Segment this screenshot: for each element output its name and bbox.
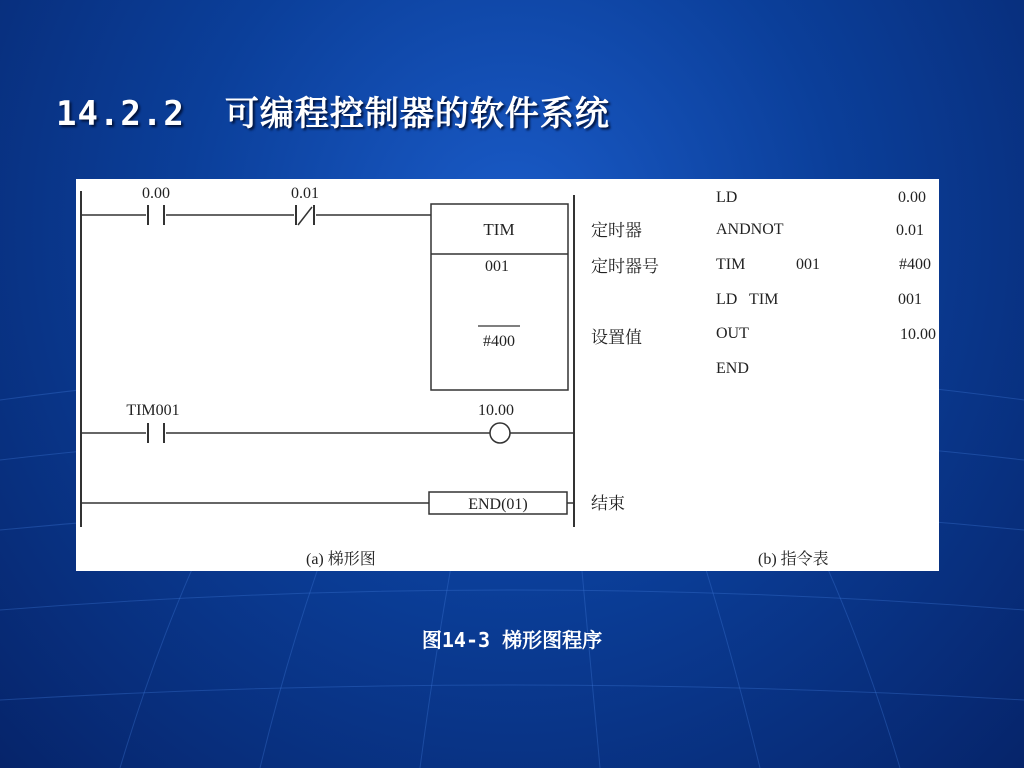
end-label: END(01) <box>468 496 528 513</box>
instruction-row <box>716 221 924 239</box>
instruction-row <box>716 189 926 206</box>
instruction-op: LD TIM <box>716 291 779 308</box>
instruction-row <box>716 325 936 343</box>
timer-number: 001 <box>485 258 509 275</box>
output-coil-10-00 <box>490 423 510 443</box>
contact-0-01-label: 0.01 <box>291 185 319 202</box>
coil-10-00-label: 10.00 <box>478 402 514 419</box>
slide-title <box>56 86 610 135</box>
instruction-op: TIM <box>716 256 746 273</box>
instruction-op: ANDNOT <box>716 221 784 238</box>
section-title: 可编程控制器的软件系统 <box>224 94 610 134</box>
timer-setting: #400 <box>483 333 515 350</box>
contact-tim001-label: TIM001 <box>126 402 180 419</box>
timer-label: TIM <box>483 220 515 239</box>
instruction-row <box>716 291 922 308</box>
instruction-list <box>716 189 936 377</box>
instruction-operand: 10.00 <box>900 326 936 343</box>
annotation-setting: 设置值 <box>591 328 642 347</box>
instruction-operand: 0.00 <box>898 189 926 206</box>
ladder-caption: (a) 梯形图 <box>306 551 376 568</box>
instruction-list-caption: (b) 指令表 <box>758 551 829 568</box>
annotation-timer: 定时器 <box>591 221 642 240</box>
section-number: 14.2.2 <box>56 94 185 134</box>
instruction-row <box>716 360 749 377</box>
instruction-operand: 001 <box>898 291 922 308</box>
instruction-op: LD <box>716 189 738 206</box>
instruction-row <box>716 256 931 273</box>
annotation-end: 结束 <box>591 494 625 513</box>
contact-0-00-label: 0.00 <box>142 185 170 202</box>
instruction-op: OUT <box>716 325 749 342</box>
contact-tim001 <box>148 423 164 443</box>
instruction-operand: 0.01 <box>896 222 924 239</box>
annotation-timer-number: 定时器号 <box>591 257 659 276</box>
instruction-op: END <box>716 360 749 377</box>
contact-0-01-nc <box>296 205 314 225</box>
figure-caption: 图14-3 梯形图程序 <box>421 628 603 652</box>
ladder-figure <box>76 179 939 571</box>
instruction-arg: 001 <box>796 256 820 273</box>
contact-0-00 <box>148 205 164 225</box>
instruction-operand: #400 <box>899 256 931 273</box>
